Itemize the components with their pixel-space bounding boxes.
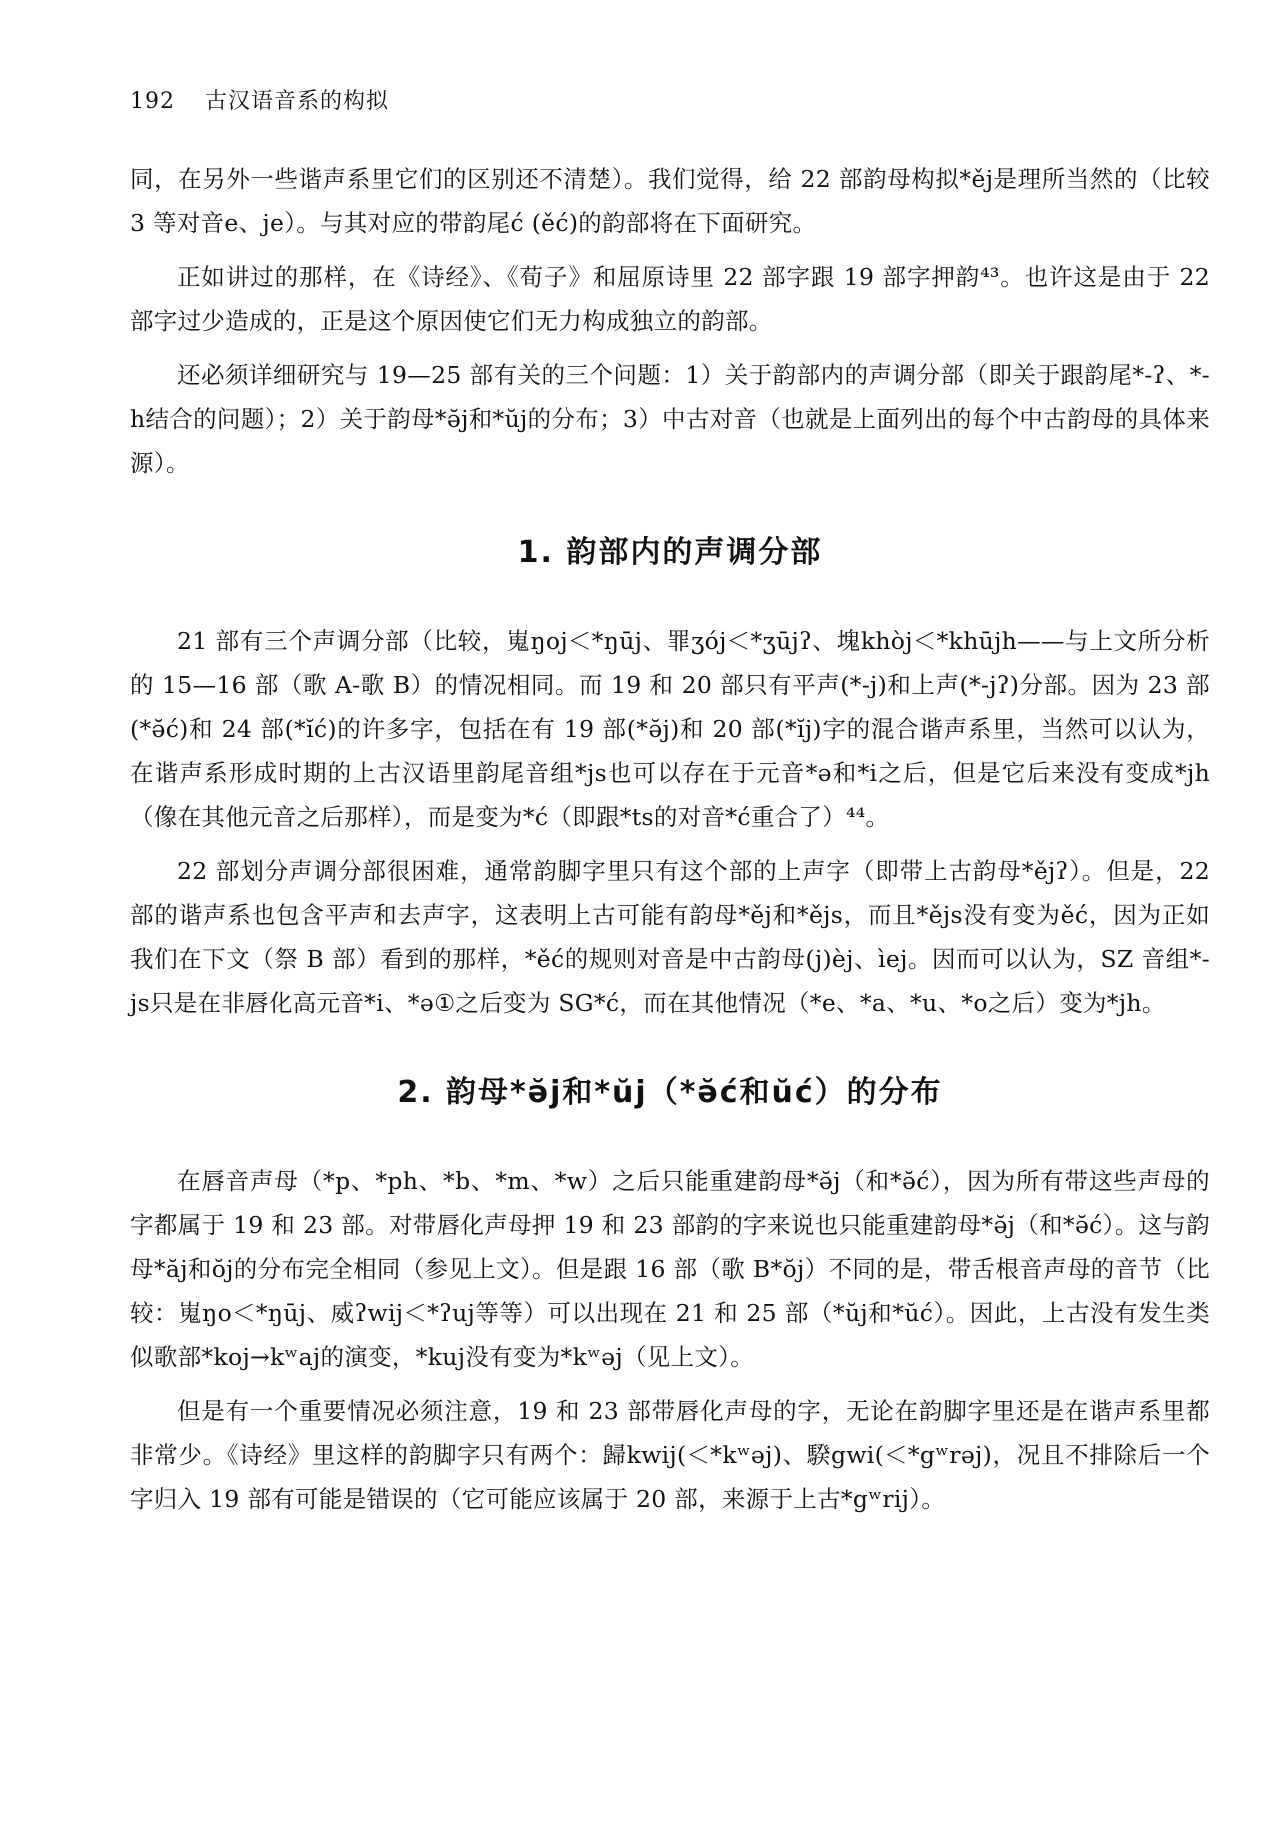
section-heading-2: 2. 韵母*ə̆j和*ŭj（*ə̆ć和ŭć）的分布 [397,1075,943,1110]
running-header [130,84,1210,115]
paragraph: 还必须详细研究与 19—25 部有关的三个问题：1）关于韵部内的声调分部（即关于跟韵尾*-ʔ、*-h结合的问题）；2）关于韵母*ə̆j和*ŭj的分布；3）中古对音（也就是上面列出的每个中古韵母的具体来源）。 [130,361,1210,477]
paragraph: 21 部有三个声调分部（比较，嵬ŋoj＜*ŋūj、罪ʒój＜*ʒūjʔ、塊khòj＜*khūjh——与上文所分析的 15—16 部（歌 A-歌 B）的情况相同。而 19 和 20 部只有平声(*-j)和上声(*-jʔ)分部。因为 23 部(*ə̆ć)和 24 部(*ĭć)的许多字，包括在有 19 部(*ə̆j)和 20 部(*ĭj)字的混合谐声系里，当然可以认为，在谐声系形成时期的上古汉语里韵尾音组*js也可以存在于元音*ə和*i之后，但是它后来没有变成*jh（像在其他元音之后那样），而是变为*ć（即跟*ts的对音*ć重合了）⁴⁴。 [130,627,1210,831]
running-title: 古汉语音系的构拟 [205,89,390,114]
section-heading-1: 1. 韵部内的声调分部 [517,535,823,570]
paragraph: 在唇音声母（*p、*ph、*b、*m、*w）之后只能重建韵母*ə̆j（和*ə̆ć），因为所有带这些声母的字都属于 19 和 23 部。对带唇化声母押 19 和 23 部韵的字来说也只能重建韵母*ə̆j（和*ə̆ć）。这与韵母*ăj和ŏj的分布完全相同（参见上文）。但是跟 16 部（歌 B*ŏj）不同的是，带舌根音声母的音节（比较：嵬ŋo＜*ŋūj、威ʔwij＜*ʔuj等等）可以出现在 21 和 25 部（*ŭj和*ŭć）。因此，上古没有发生类似歌部*koj→kʷaj的演变，*kuj没有变为*kʷəj（见上文）。 [130,1167,1210,1371]
paragraph: 但是有一个重要情况必须注意，19 和 23 部带唇化声母的字，无论在韵脚字里还是在谐声系里都非常少。《诗经》里这样的韵脚字只有两个：歸kwij(＜*kʷəj)、騤gwi(＜*gʷrəj)，况且不排除后一个字归入 19 部有可能是错误的（它可能应该属于 20 部，来源于上古*gʷrij）。 [130,1397,1210,1513]
paragraph: 正如讲过的那样，在《诗经》、《荀子》和屈原诗里 22 部字跟 19 部字押韵⁴³。也许这是由于 22 部字过少造成的，正是这个原因使它们无力构成独立的韵部。 [130,263,1210,335]
page [130,70,1210,1531]
paragraph-continued: 同，在另外一些谐声系里它们的区别还不清楚）。我们觉得，给 22 部韵母构拟*ěj是理所当然的（比较 3 等对音e、je）。与其对应的带韵尾ć (ěć)的韵部将在下面研究。 [130,165,1210,237]
page-number: 192 [130,89,175,114]
paragraph: 22 部划分声调分部很困难，通常韵脚字里只有这个部的上声字（即带上古韵母*ějʔ）。但是，22 部的谐声系也包含平声和去声字，这表明上古可能有韵母*ěj和*ějs，而且*ějs没有变为ěć，因为正如我们在下文（祭 B 部）看到的那样，*ěć的规则对音是中古韵母(j)èj、ìej。因而可以认为，SZ 音组*-js只是在非唇化高元音*i、*ə①之后变为 SG*ć，而在其他情况（*e、*a、*u、*o之后）变为*jh。 [130,857,1210,1017]
